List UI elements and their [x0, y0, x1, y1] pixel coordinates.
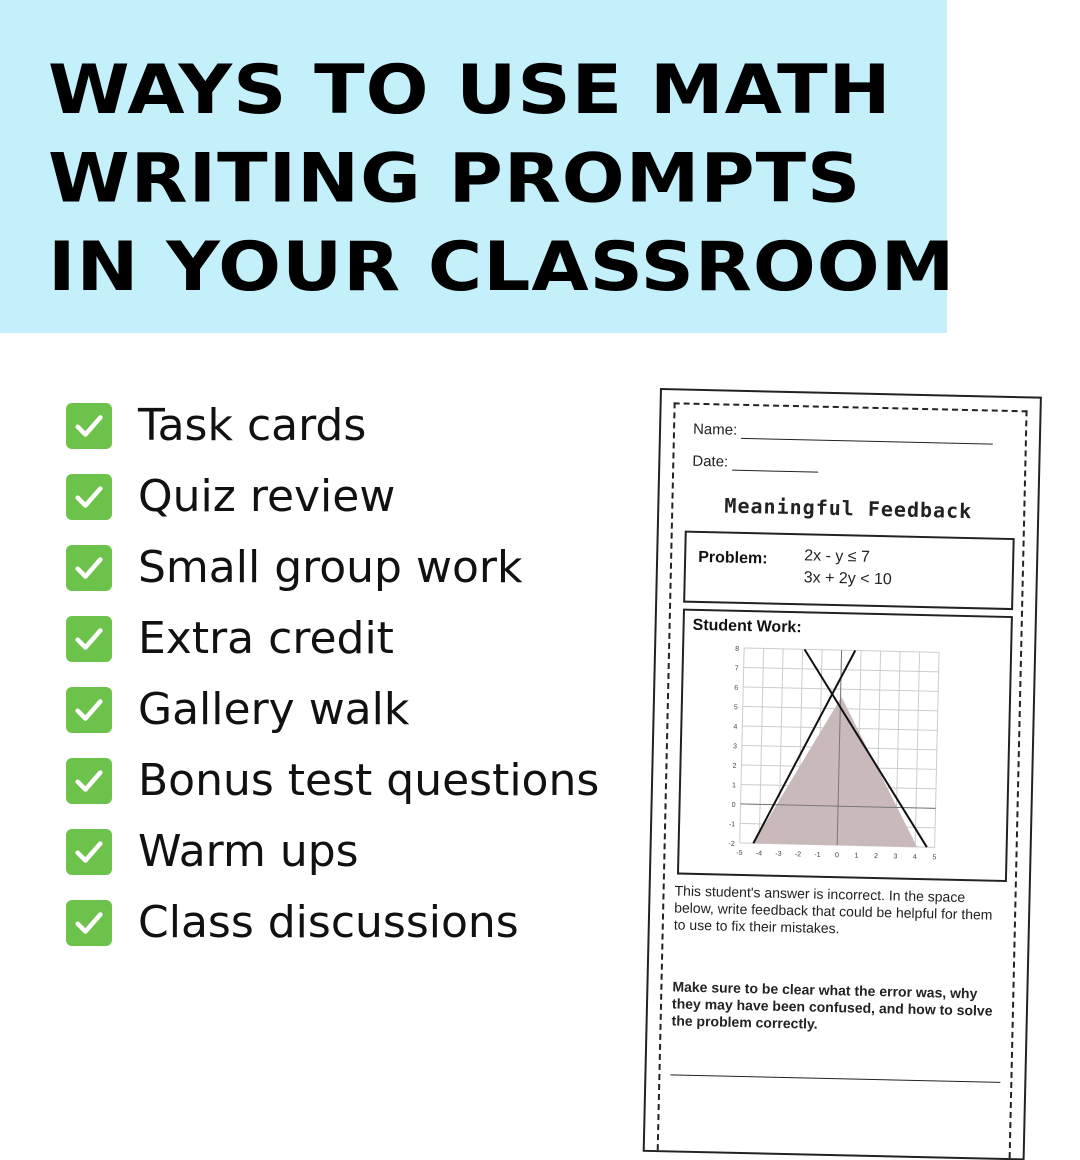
x-tick-labels — [736, 850, 936, 862]
list-item-label: Bonus test questions — [138, 755, 600, 806]
inequality-graph — [717, 643, 942, 873]
check-mark-icon — [66, 474, 112, 520]
x-tick-label: -2 — [794, 851, 802, 859]
check-mark-icon — [66, 900, 112, 946]
list-item — [66, 603, 599, 674]
list-item-label: Gallery walk — [138, 684, 410, 735]
list-item — [66, 390, 599, 461]
y-tick-labels — [728, 646, 739, 848]
equation-1: 2x - y ≤ 7 — [804, 547, 871, 566]
title-banner — [0, 0, 956, 333]
worksheet-dashed-border — [657, 402, 1028, 1158]
title-line-3: IN YOUR CLASSROOM — [48, 227, 956, 307]
instructions-text: This student's answer is incorrect. In the space below, write feedback that could be helpful for them to use to fix their mistakes. — [673, 882, 993, 937]
x-tick-label: -3 — [775, 850, 782, 858]
x-tick-label: 2 — [873, 852, 878, 861]
list-item — [66, 674, 599, 745]
x-tick-label: -5 — [736, 849, 743, 857]
title-line-2: WRITING PROMPTS — [48, 138, 862, 219]
check-mark-icon — [66, 616, 112, 662]
title-line-1: WAYS TO USE MATH — [48, 50, 892, 130]
x-tick-label: 3 — [893, 853, 898, 861]
worksheet-title: Meaningful Feedback — [724, 493, 973, 524]
shaded-region — [753, 695, 920, 847]
x-tick-label: -4 — [755, 850, 763, 858]
check-mark-icon — [66, 545, 112, 591]
list-item — [66, 745, 599, 816]
student-work-box — [677, 609, 1013, 882]
date-label: Date: — [692, 452, 729, 471]
problem-label: Problem: — [697, 548, 768, 568]
y-tick-label: 8 — [735, 645, 740, 653]
list-item-label: Task cards — [138, 400, 367, 451]
name-label: Name: — [692, 420, 738, 439]
emphasis-text: Make sure to be clear what the error was, why they may have been confused, and how to solve the problem correctly. — [671, 978, 993, 1032]
answer-line — [670, 1074, 1000, 1082]
list-item — [66, 887, 599, 958]
usage-checklist — [66, 390, 599, 958]
list-item — [66, 816, 599, 887]
y-tick-label: 4 — [733, 723, 738, 731]
list-item-label: Warm ups — [138, 826, 359, 877]
page-title — [48, 46, 956, 311]
y-tick-label: 3 — [732, 743, 737, 751]
problem-box — [683, 531, 1015, 610]
y-tick-label: -1 — [728, 821, 736, 829]
y-tick-label: 2 — [732, 762, 737, 770]
y-tick-label: -2 — [728, 840, 735, 848]
equation-2: 3x + 2y < 10 — [803, 569, 892, 589]
x-tick-label: 0 — [834, 852, 839, 860]
date-field — [692, 453, 818, 473]
y-tick-label: 7 — [734, 665, 739, 673]
worksheet-preview — [643, 388, 1042, 1160]
name-line — [741, 424, 993, 445]
y-tick-label: 5 — [733, 704, 738, 712]
list-item — [66, 461, 599, 532]
x-tick-label: 1 — [854, 852, 859, 860]
check-mark-icon — [66, 829, 112, 875]
student-work-label: Student Work: — [692, 616, 802, 637]
check-mark-icon — [66, 758, 112, 804]
check-mark-icon — [66, 687, 112, 733]
y-tick-label: 6 — [734, 684, 739, 692]
y-tick-label: 0 — [731, 801, 736, 809]
list-item-label: Quiz review — [138, 471, 396, 522]
date-line — [732, 456, 818, 473]
x-tick-label: 4 — [912, 853, 917, 861]
name-field — [693, 421, 993, 445]
check-mark-icon — [66, 403, 112, 449]
list-item-label: Class discussions — [138, 897, 519, 948]
x-tick-label: 5 — [932, 854, 937, 862]
list-item-label: Extra credit — [138, 613, 394, 664]
x-tick-label: -1 — [814, 851, 821, 859]
list-item-label: Small group work — [138, 542, 523, 593]
list-item — [66, 532, 599, 603]
y-tick-label: 1 — [732, 782, 737, 790]
